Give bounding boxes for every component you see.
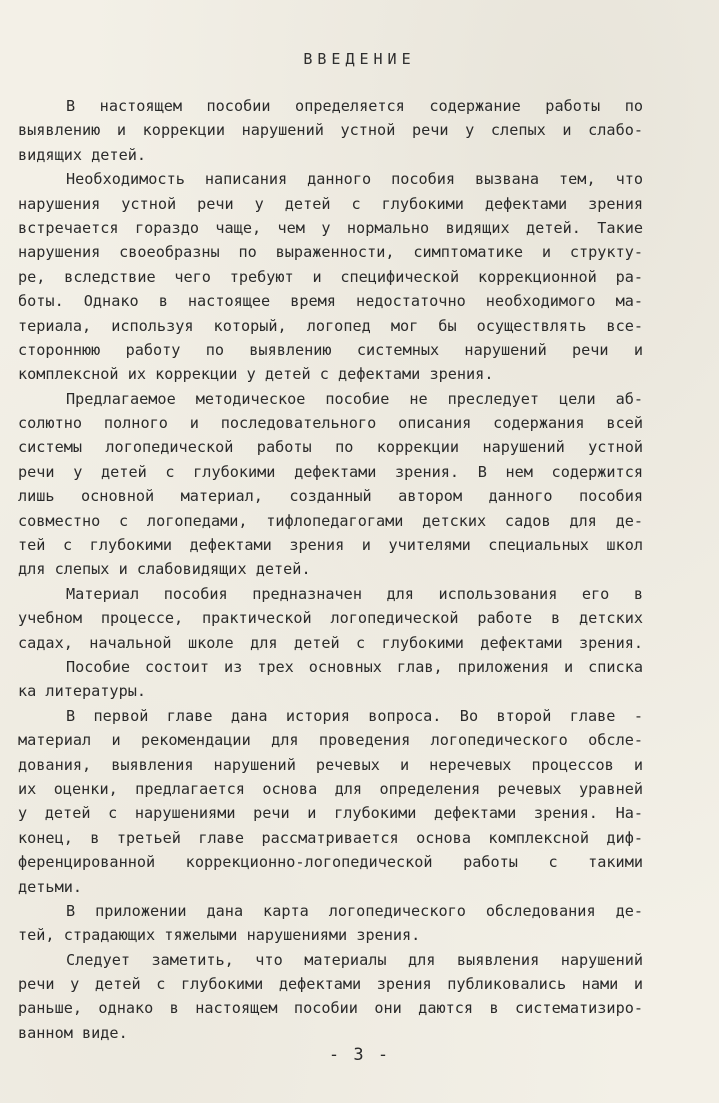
text-line: стороннюю работу по выявлению системных нарушений речи и: [18, 340, 643, 359]
text-line: Пособие состоит из трех основных глав, приложения и списка: [66, 657, 643, 676]
text-line: для слепых и слабовидящих детей.: [18, 560, 311, 579]
text-line: нарушения устной речи у детей с глубокими дефектами зрения: [18, 194, 643, 213]
paragraph-8: [18, 948, 643, 1046]
text-line: учебном процессе, практической логопедической работе в детских: [18, 609, 643, 628]
text-line: у детей с нарушениями речи и глубокими дефектами зрения. На-: [18, 804, 643, 823]
body-text: [18, 94, 643, 1045]
text-line: материал и рекомендации для проведения логопедического обсле-: [18, 731, 643, 750]
text-line: солютно полного и последовательного описания содержания всей: [18, 414, 643, 433]
text-line: Предлагаемое методическое пособие не преследует цели аб-: [66, 389, 643, 408]
text-line: Материал пособия предназначен для использования его в: [66, 584, 643, 603]
text-line: В приложении дана карта логопедического обследования де-: [66, 901, 643, 920]
text-line: ванном виде.: [18, 1023, 128, 1042]
paragraph-1: [18, 94, 643, 167]
text-line: речи у детей с глубокими дефектами зрения. В нем содержится: [18, 462, 643, 481]
paragraph-7: [18, 899, 643, 948]
text-line: териала, используя который, логопед мог бы осуществлять все-: [18, 316, 643, 335]
paragraph-2: [18, 167, 643, 387]
paragraph-4: [18, 582, 643, 655]
page-number: - 3 -: [328, 1045, 391, 1065]
text-line: дования, выявления нарушений речевых и неречевых процессов и: [18, 755, 643, 774]
text-line: их оценки, предлагается основа для определения речевых уравней: [18, 779, 643, 798]
text-line: ре, вследствие чего требуют и специфической коррекционной ра-: [18, 267, 643, 286]
text-line: видящих детей.: [18, 145, 147, 164]
text-line: встречается гораздо чаще, чем у нормально видящих детей. Такие: [18, 218, 643, 237]
text-line: нарушения своеобразны по выраженности, симптоматике и структу-: [18, 243, 643, 262]
text-line: раньше, однако в настоящем пособии они даются в систематизиро-: [18, 999, 643, 1018]
text-line: Необходимость написания данного пособия вызвана тем, что: [66, 170, 643, 189]
text-line: садах, начальной школе для детей с глубокими дефектами зрения.: [18, 633, 643, 652]
paragraph-5: [18, 655, 643, 704]
text-line: комплексной их коррекции у детей с дефектами зрения.: [18, 365, 494, 384]
text-line: В настоящем пособии определяется содержание работы по: [66, 97, 643, 115]
text-line: детьми.: [18, 877, 83, 896]
text-line: выявлению и коррекции нарушений устной речи у слепых и слабо-: [18, 121, 643, 140]
text-line: лишь основной материал, созданный автором данного пособия: [18, 487, 643, 506]
text-line: Следует заметить, что материалы для выявления нарушений: [66, 950, 643, 969]
text-line: ференцированной коррекционно-логопедической работы с такими: [18, 853, 643, 872]
page-title: ВВЕДЕНИЕ: [303, 50, 416, 68]
text-line: конец, в третьей главе рассматривается основа комплексной диф-: [18, 828, 643, 847]
text-line: совместно с логопедами, тифлопедагогами детских садов для де-: [18, 511, 643, 530]
paragraph-6: [18, 704, 643, 899]
paragraph-3: [18, 387, 643, 582]
text-line: ка литературы.: [18, 682, 147, 701]
text-line: системы логопедической работы по коррекции нарушений устной: [18, 438, 643, 457]
text-line: В первой главе дана история вопроса. Во второй главе -: [66, 706, 643, 725]
text-line: речи у детей с глубокими дефектами зрения публиковались нами и: [18, 975, 643, 994]
text-line: тей, страдающих тяжелыми нарушениями зрения.: [18, 926, 421, 945]
text-line: боты. Однако в настоящее время недостаточно необходимого ма-: [18, 292, 643, 311]
text-line: тей с глубокими дефектами зрения и учителями специальных школ: [18, 536, 643, 555]
